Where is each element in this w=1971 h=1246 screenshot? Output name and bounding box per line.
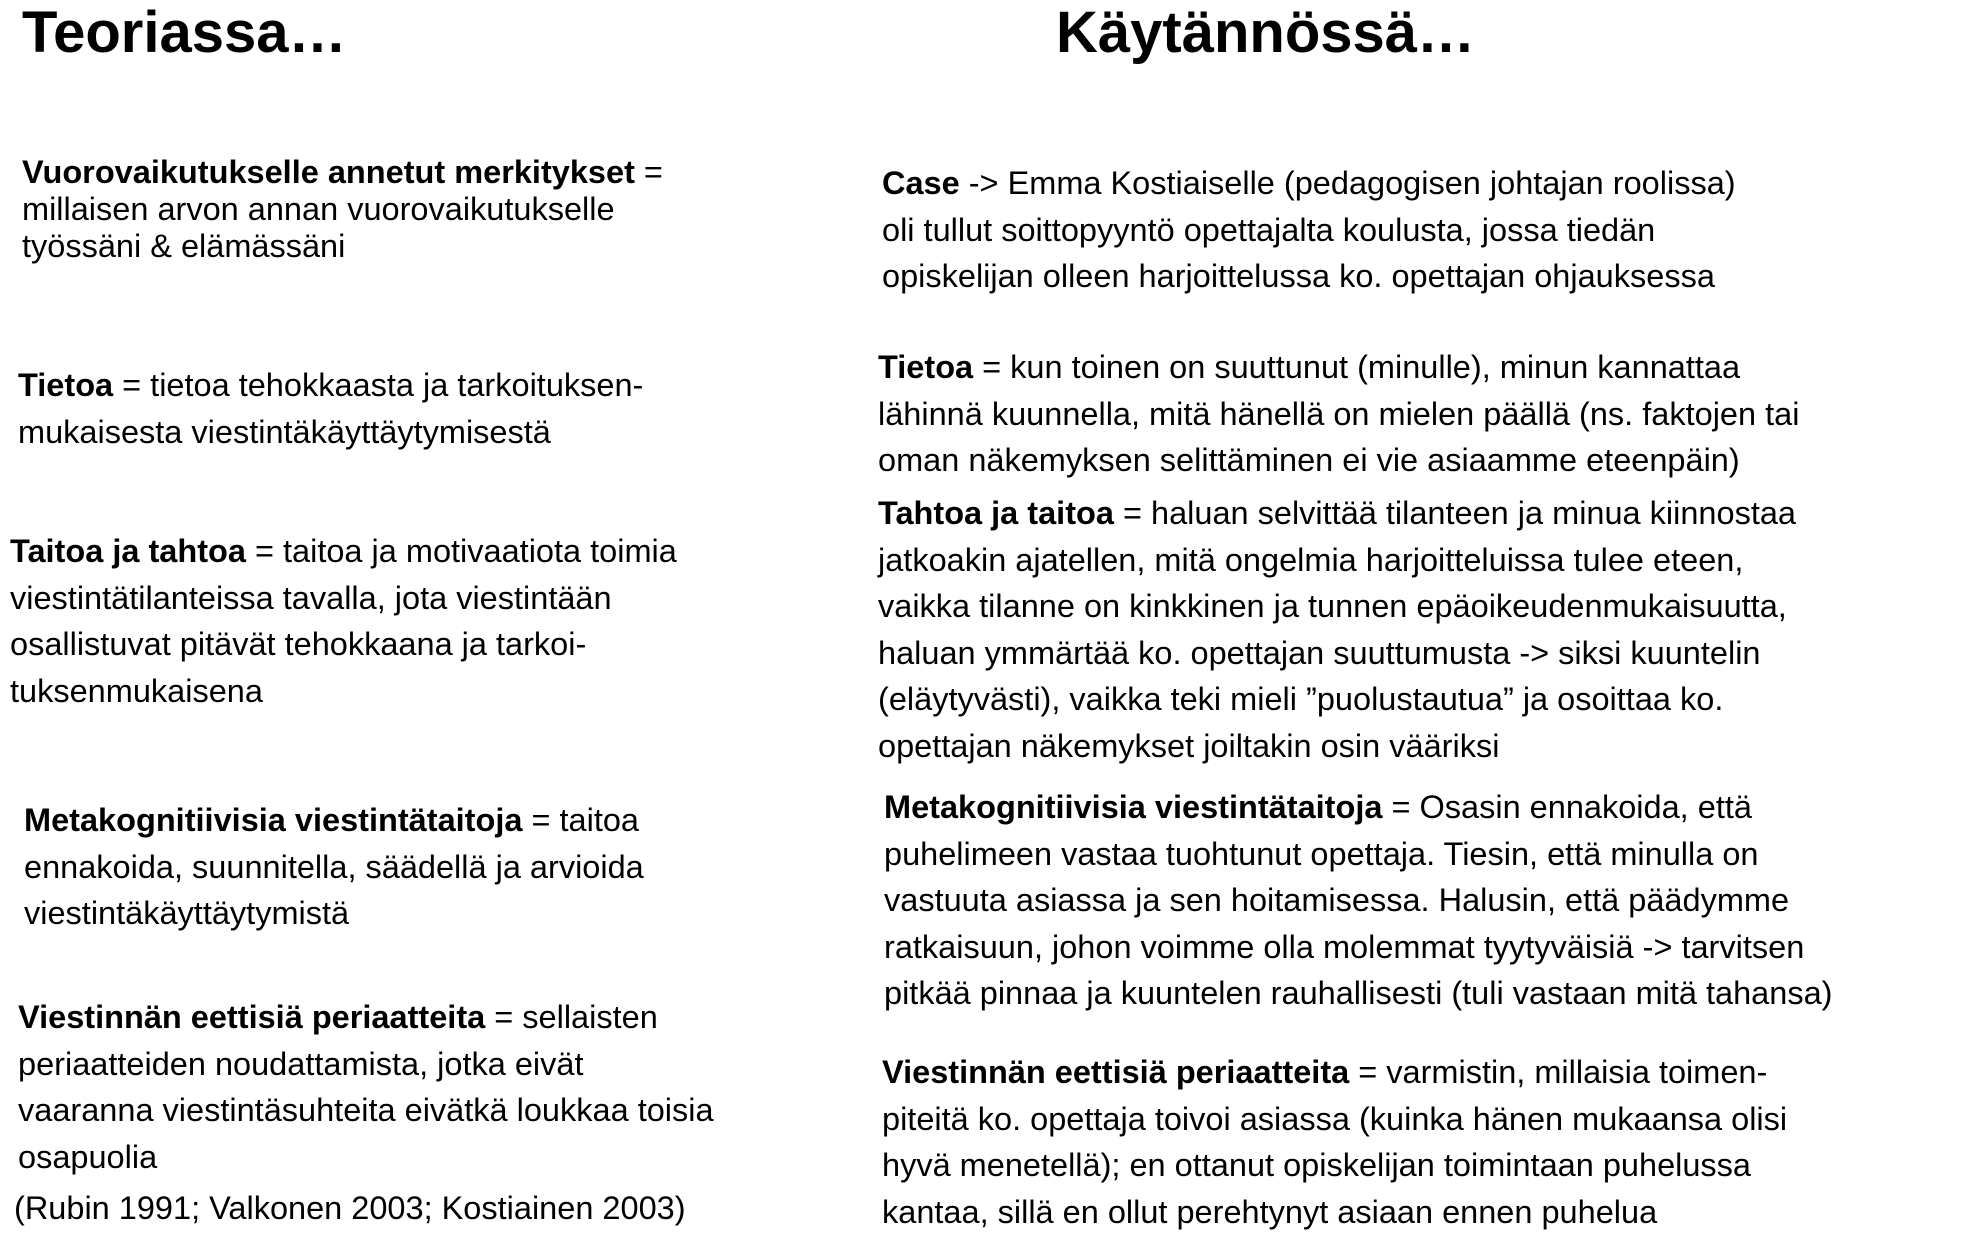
description-tahtoa-ja-taitoa: = haluan selvittää tilanteen ja minua kiinnostaa jatkoakin ajatellen, mitä ongelmia harjoitteluissa tulee eteen, vaikka tilanne on kinkkinen ja tunnen epäoikeudenmukaisuutta, haluan ymmärtää ko. opettajan suuttumusta -> siksi kuuntelin (eläytyvästi), vaikka teki mieli ”puolustautua” ja osoittaa ko. opettajan näkemykset joiltakin osin vääriksi xyxy=(878,495,1797,764)
definition-vuorovaikutus: = millaisen arvon annan vuorovaikutukselle työssäni & elämässäni xyxy=(22,154,663,264)
description-metakognitiivisia: = Osasin ennakoida, että puhelimeen vastaa tuohtunut opettaja. Tiesin, että minulla on vastuuta asiassa ja sen hoitamisessa. Halusin, että päädymme ratkaisuun, johon voimme olla molemmat tyytyväisiä -> tarvitsen pitkää pinnaa ja kuuntelen rauhallisesti (tuli vastaan mitä tahansa) xyxy=(884,789,1833,1011)
practice-metakognitiivisia-paragraph xyxy=(884,784,1832,1017)
term-vuorovaikutus: Vuorovaikutukselle annetut merkitykset xyxy=(22,154,635,190)
term-tietoa-practice: Tietoa xyxy=(878,349,974,385)
theory-vuorovaikutus-paragraph xyxy=(22,154,663,265)
term-case: Case xyxy=(882,165,960,201)
citation: (Rubin 1991; Valkonen 2003; Kostiainen 2003) xyxy=(14,1190,686,1226)
description-tietoa: = kun toinen on suuttunut (minulle), minun kannattaa lähinnä kuunnella, mitä hänellä on mielen päällä (ns. faktojen tai oman näkemyksen selittäminen ei vie asiaamme eteenpäin) xyxy=(878,349,1800,478)
term-taitoa-ja-tahtoa: Taitoa ja tahtoa xyxy=(10,533,246,569)
heading-teoriassa: Teoriassa… xyxy=(22,0,347,65)
theory-tietoa-paragraph xyxy=(18,362,643,455)
description-eettisia: = varmistin, millaisia toimen- piteitä ko. opettaja toivoi asiassa (kuinka hänen mukaansa olisi hyvä menetellä); en ottanut opiskelijan toimintaan puhelussa kantaa, sillä en ollut perehtynyt asiaan ennen puhelua xyxy=(882,1054,1788,1230)
definition-taitoa-ja-tahtoa: = taitoa ja motivaatiota toimia viestintätilanteissa tavalla, jota viestintään osallistuvat pitävät tehokkaana ja tarkoi- tuksenmukaisena xyxy=(10,533,677,709)
term-metakognitiivisia: Metakognitiivisia viestintätaitoja xyxy=(24,802,523,838)
term-tahtoa-ja-taitoa: Tahtoa ja taitoa xyxy=(878,495,1114,531)
practice-tahtoa-paragraph xyxy=(878,490,1796,769)
heading-kaytannossa: Käytännössä… xyxy=(1056,0,1476,65)
term-eettisia: Viestinnän eettisiä periaatteita xyxy=(18,999,486,1035)
term-metakognitiivisia-practice: Metakognitiivisia viestintätaitoja xyxy=(884,789,1383,825)
practice-tietoa-paragraph xyxy=(878,344,1799,484)
definition-eettisia: = sellaisten periaatteiden noudattamista, jotka eivät vaaranna viestintäsuhteita eivätkä loukkaa toisia osapuolia xyxy=(18,999,714,1175)
practice-eettisia-paragraph xyxy=(882,1049,1787,1235)
theory-metakognitiivisia-paragraph xyxy=(24,797,644,937)
description-case: -> Emma Kostiaiselle (pedagogisen johtajan roolissa) oli tullut soittopyyntö opettajalta koulusta, jossa tiedän opiskelijan olleen harjoittelussa ko. opettajan ohjauksessa xyxy=(882,165,1736,294)
term-tietoa: Tietoa xyxy=(18,367,114,403)
definition-metakognitiivisia: = taitoa ennakoida, suunnitella, säädellä ja arvioida viestintäkäyttäytymistä xyxy=(24,802,644,931)
practice-case-paragraph xyxy=(882,160,1736,300)
theory-taitoa-paragraph xyxy=(10,528,677,714)
definition-tietoa: = tietoa tehokkaasta ja tarkoituksen- mukaisesta viestintäkäyttäytymisestä xyxy=(18,367,644,450)
term-eettisia-practice: Viestinnän eettisiä periaatteita xyxy=(882,1054,1350,1090)
theory-eettisia-paragraph xyxy=(18,994,714,1180)
